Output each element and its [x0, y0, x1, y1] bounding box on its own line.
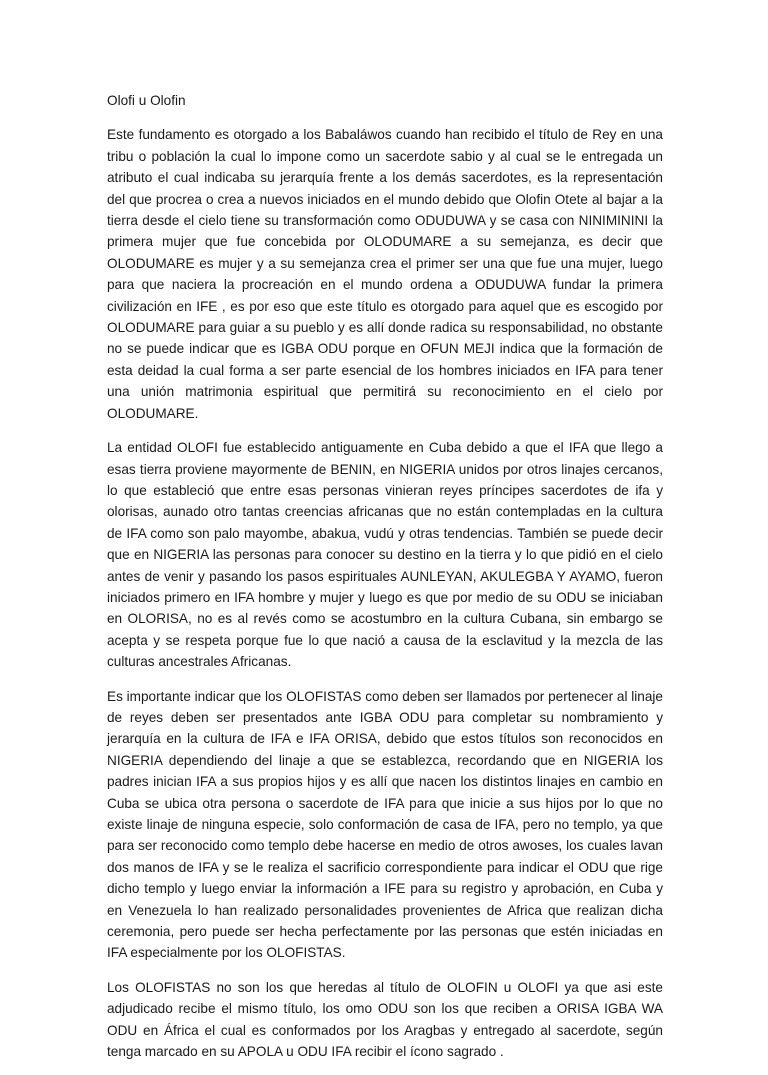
- paragraph-2: La entidad OLOFI fue establecido antiguamente en Cuba debido a que el IFA que llego a esas tierra proviene mayormente de BENIN, en NIGERIA unidos por otros linajes cercanos, lo que estableció que entre esas personas vinieran reyes príncipes sacerdotes de ifa y olorisas, aunado otro tantas creencias africanas que no están contempladas en la cultura de IFA como son palo mayombe, abakua, vudú y otras tendencias. También se puede decir que en NIGERIA las personas para conocer su destino en la tierra y lo que pidió en el cielo antes de venir y pasando los pasos espirituales AUNLEYAN, AKULEGBA Y AYAMO, fueron iniciados primero en IFA hombre y mujer y luego es que por medio de su ODU se iniciaban en OLORISA, no es al revés como se acostumbro en la cultura Cubana, sin embargo se acepta y se respeta porque fue lo que nació a causa de la esclavitud y la mezcla de las culturas ancestrales Africanas.: [107, 440, 663, 670]
- paragraph-4: Los OLOFISTAS no son los que heredas al título de OLOFIN u OLOFI ya que asi este adjudicado recibe el mismo título, los omo ODU son los que reciben a ORISA IGBA WA ODU en África el cual es conformados por los Aragbas y entregado al sacerdote, según tenga marcado en su APOLA u ODU IFA recibir el ícono sagrado .: [107, 979, 663, 1060]
- paragraph-1: Este fundamento es otorgado a los Babaláwos cuando han recibido el título de Rey en una tribu o población la cual lo impone como un sacerdote sabio y al cual se le entregada un atributo el cual indicaba su jerarquía frente a los demás sacerdotes, es la representación del que procrea o crea a nuevos iniciados en el mundo debido que Olofin Otete al bajar a la tierra desde el cielo tiene su transformación como ODUDUWA y se casa con NINIMININI la primera mujer que fue concebida por OLODUMARE a su semejanza, es decir que OLODUMARE es mujer y a su semejanza crea el primer ser una que fue una mujer, luego para que naciera la procreación en el mundo ordena a ODUDUWA fundar la primera civilización en IFE , es por eso que este título es otorgado para aquel que es escogido por OLODUMARE para guiar a su pueblo y es allí donde radica su responsabilidad, no obstante no se puede indicar que es IGBA ODU porque en OFUN MEJI indica que la formación de esta deidad la cual forma a ser parte esencial de los hombres iniciados en IFA para tener una unión matrimonia espiritual que permitirá su reconocimiento en el cielo por OLODUMARE.: [107, 127, 663, 421]
- document-page: [107, 90, 663, 1075]
- paragraph-3: Es importante indicar que los OLOFISTAS como deben ser llamados por pertenecer al linaje de reyes deben ser presentados ante IGBA ODU para completar su nombramiento y jerarquía en la cultura de IFA e IFA ORISA, debido que estos títulos son reconocidos en NIGERIA dependiendo del linaje a que se establezca, recordando que en NIGERIA los padres inician IFA a sus propios hijos y es allí que nacen los distintos linajes en cambio en Cuba se ubica otra persona o sacerdote de IFA para que inicie a sus hijos por lo que no existe linaje de ninguna especie, solo conformación de casa de IFA, pero no templo, ya que para ser reconocido como templo debe hacerse en medio de otros awoses, los cuales lavan dos manos de IFA y se le realiza el sacrificio correspondiente para indicar el ODU que rige dicho templo y luego enviar la información a IFE para su registro y aprobación, en Cuba y en Venezuela lo han realizado personalidades provenientes de Africa que realizan dicha ceremonia, pero puede ser hecha perfectamente por las personas que estén iniciadas en IFA especialmente por los OLOFISTAS.: [107, 688, 663, 961]
- document-title: Olofi u Olofin: [107, 93, 186, 108]
